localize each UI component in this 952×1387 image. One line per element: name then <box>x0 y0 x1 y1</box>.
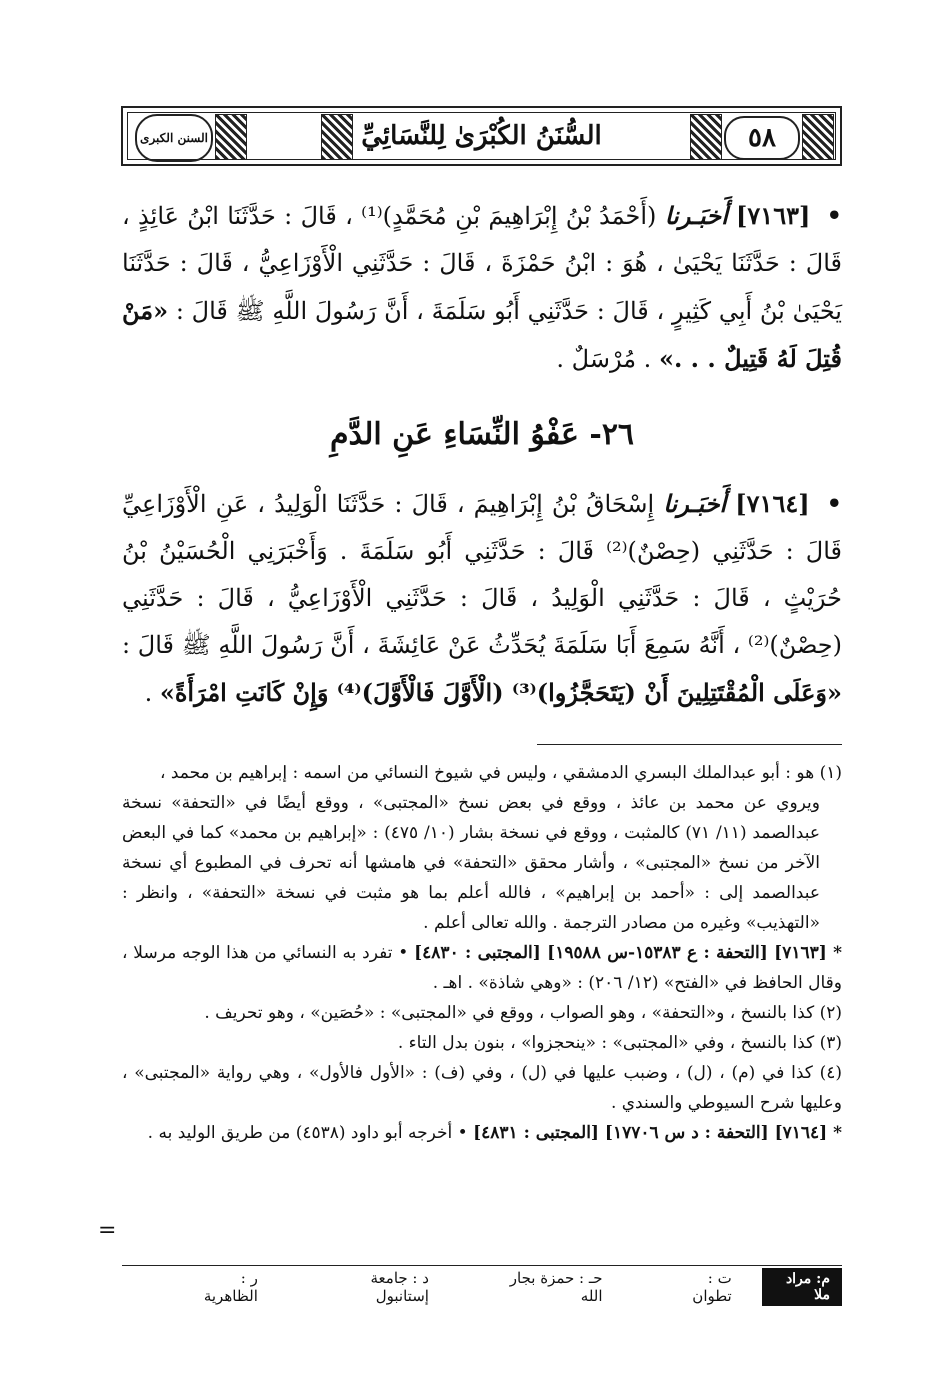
hadith-text: (أَحْمَدُ بْنُ إِبْرَاهِيمَ بْنِ مُحَمَّدٍ)⁽¹⁾ ، قَالَ : حَدَّثَنَا ابْنُ عَائِذٍ ، قَالَ : حَدَّثَنَا يَحْيَىٰ ، هُوَ : ابْنُ حَمْزَةَ ، قَالَ : حَدَّثَنِي الْأَوْزَاعِيُّ ، قَالَ : حَدَّثَنَا يَحْيَىٰ بْنُ أَبِي كَثِيرٍ ، قَالَ : حَدَّثَنِي أَبُو سَلَمَةَ ، أَنَّ رَسُولَ اللَّهِ ﷺ قَالَ : <box>122 202 843 325</box>
takhrij-text: • تفرد به النسائي من هذا الوجه مرسلا ، وقال الحافظ في «الفتح» (١٢/ ٢٠٦) : «وهي شاذة» . اهـ . <box>122 943 842 993</box>
hadith-number: [٧١٦٣] <box>736 201 811 230</box>
bullet-icon: • <box>826 489 842 518</box>
ornament-icon <box>215 114 247 160</box>
source-badge: م: مراد ملا <box>762 1268 842 1306</box>
takhrij-head: * [٧١٦٣] [التحفة : ع ١٥٣٨٣-س ١٩٥٨٨] [المجتبى : ٤٨٣٠] <box>414 943 842 963</box>
book-title: السُّنَنُ الكُبْرَىٰ لِلنَّسَائِيِّ <box>353 121 610 151</box>
footnote-2: (٢) كذا بالنسخ ، و«التحفة» ، وهو الصواب ، ووقع في «المجتبى» : «حُصَين» ، وهو تحريف . <box>204 1003 842 1023</box>
footnote-1-continued: ويروي عن محمد بن عائذ ، ووقع في بعض نسخ «المجتبى» ، ووقع أيضًا في «التحفة» نسخة عبدالصمد (١١/ ٧١) كالمثبت ، ووقع في نسخة بشار (١٠/ ٤٧٥) : «إبراهيم بن محمد» كما في البعض الآخر من نسخ «المجتبى» ، وأشار محقق «التحفة» في هامشها أنه تحرف في المطبوع أي نسخة عبدالصمد إلى : «أحمد بن إبراهيم» ، فالله أعلم بما هو مثبت في نسخة «التحفة» ، وانظر : «التهذيب» وغيره من مصادر الترجمة . والله تعالى أعلم . <box>122 793 820 933</box>
page-footer <box>122 1270 842 1304</box>
bullet-icon: • <box>826 201 842 230</box>
hadith-quote: «مَنْ قُتِلَ لَهُ قَتِيلٌ . . .» <box>122 296 842 373</box>
source-t: ت : تطوان <box>692 1269 732 1305</box>
footnotes <box>122 758 842 1148</box>
ornament-icon <box>690 114 722 160</box>
hadith-7164 <box>122 480 842 717</box>
ornament-icon <box>321 114 353 160</box>
hadith-quote: «وَعَلَى الْمُقْتَتِلِينَ أَنْ (يَتَحَجَّزُوا)⁽³⁾ (الْأَوَّلَ فَالْأَوَّلَ)⁽⁴⁾ وَإِنْ كَانَتِ امْرَأَةً» <box>159 678 842 707</box>
continuation-mark: = <box>98 1218 117 1243</box>
source-d: د : جامعة إستانبول <box>370 1269 429 1305</box>
akhbarana: أَخبَـرنا <box>664 201 728 230</box>
takhrij-7164 <box>122 1118 842 1148</box>
takhrij-head: * [٧١٦٤] [التحفة : د س ١٧٧٠٦] [المجتبى : ٤٨٣١] <box>473 1123 842 1143</box>
page-header <box>121 106 842 166</box>
source-h: حـ : حمزة بجار الله <box>509 1269 603 1305</box>
footnote-separator <box>537 744 842 745</box>
footer-rule <box>122 1265 842 1266</box>
takhrij-text: • أخرجه أبو داود (٤٥٣٨) من طريق الوليد به . <box>147 1123 468 1143</box>
footnote-4: (٤) كذا في (م) ، (ل) ، وضبب عليها في (ل) ، وفي (ف) : «الأول فالأول» ، وهي رواية «المجتبى» ، وعليها شرح السيوطي والسندي . <box>122 1063 843 1113</box>
chapter-title: ٢٦- عَفْوُ النِّسَاءِ عَنِ الدَّمِ <box>329 417 635 452</box>
takhrij-7163 <box>122 938 842 998</box>
hadith-number: [٧١٦٤] <box>735 489 810 518</box>
ornament-icon <box>802 114 834 160</box>
hadith-7163 <box>122 192 842 383</box>
footnote-1: (١) هو : أبو عبدالملك البسري الدمشقي ، وليس في شيوخ النسائي من اسمه : إبراهيم بن محمد ، <box>159 763 842 783</box>
hadith-text-end: . <box>144 679 153 707</box>
hadith-text: إِسْحَاقُ بْنُ إِبْرَاهِيمَ ، قَالَ : حَدَّثَنَا الْوَلِيدُ ، عَنِ الْأَوْزَاعِيِّ قَالَ : حَدَّثَنِي (حِصْنٌ)⁽²⁾ قَالَ : حَدَّثَنِي أَبُو سَلَمَةَ . وَأَخْبَرَنِي الْحُسَيْنُ بْنُ حُرَيْثٍ ، قَالَ : حَدَّثَنِي الْوَلِيدُ ، قَالَ : حَدَّثَنِي الْأَوْزَاعِيُّ ، قَالَ : حَدَّثَنِي (حِصْنٌ)⁽²⁾ ، أَنَّهُ سَمِعَ أَبَا سَلَمَةَ يُحَدِّثُ عَنْ عَائِشَةَ ، أَنَّ رَسُولَ اللَّهِ ﷺ قَالَ : <box>122 490 843 659</box>
source-r: ر : الظاهرية <box>203 1269 258 1305</box>
book-logo: السنن الكبرى <box>135 114 213 162</box>
footnote-3: (٣) كذا بالنسخ ، وفي «المجتبى» : «ينحجزوا» ، بنون بدل التاء . <box>397 1033 842 1053</box>
hadith-text-end: . مُرْسَلٌ . <box>556 345 652 373</box>
page-number: ٥٨ <box>724 116 800 160</box>
akhbarana: أَخبَـرنا <box>663 489 727 518</box>
